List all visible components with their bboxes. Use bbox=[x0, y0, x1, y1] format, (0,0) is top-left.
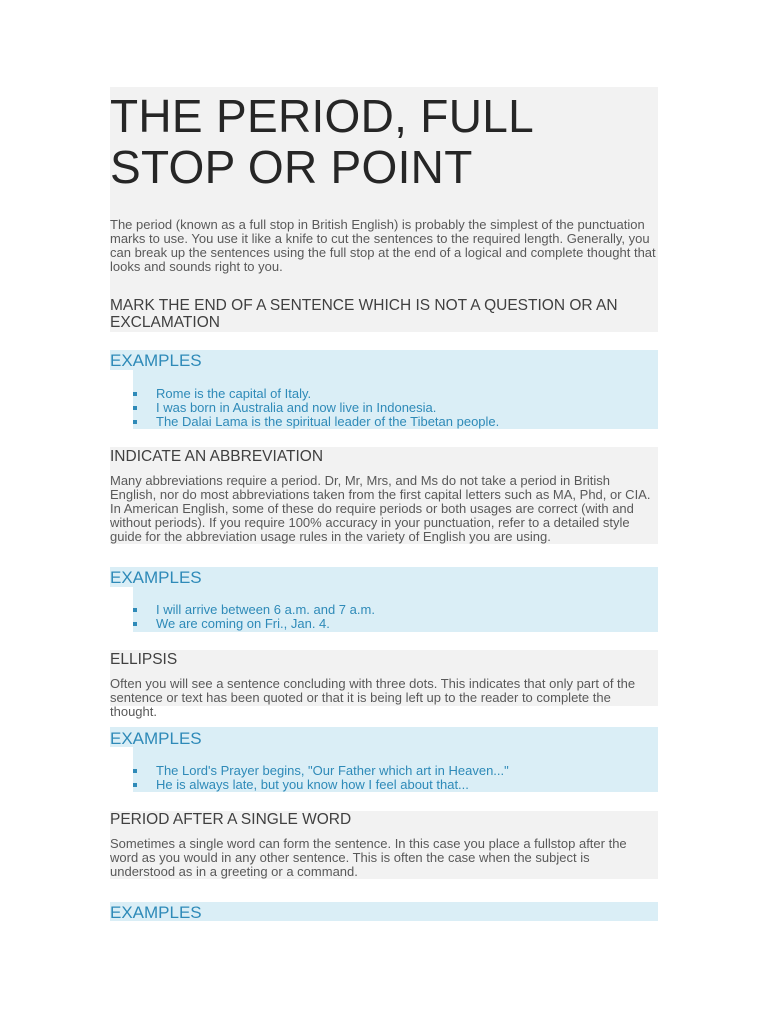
bullet-icon bbox=[133, 608, 137, 612]
examples-heading: EXAMPLES bbox=[110, 568, 202, 587]
section-heading-abbreviation: INDICATE AN ABBREVIATION bbox=[110, 448, 324, 465]
section-heading-end-of-sentence: MARK THE END OF A SENTENCE WHICH IS NOT A QUESTION OR AN EXCLAMATION bbox=[110, 297, 618, 331]
bullet-icon bbox=[133, 406, 137, 410]
examples-list bbox=[133, 603, 375, 631]
list-item: He is always late, but you know how I feel about that... bbox=[133, 778, 509, 792]
list-item: The Dalai Lama is the spiritual leader of the Tibetan people. bbox=[133, 415, 499, 429]
examples-heading: EXAMPLES bbox=[110, 729, 202, 748]
bullet-icon bbox=[133, 783, 137, 787]
section-body-single-word: Sometimes a single word can form the sentence. In this case you place a fullstop after the word as you would in any other sentence. This is often the case when the subject is understood as in a greeting or a command. bbox=[110, 836, 627, 879]
intro-paragraph: The period (known as a full stop in British English) is probably the simplest of the punctuation marks to use. You use it like a knife to cut the sentences to the required length. Generally, you can break up the sentences using the full stop at the end of a logical and complete thought that looks and sounds right to you. bbox=[110, 217, 656, 274]
bullet-icon bbox=[133, 420, 137, 424]
page-title: THE PERIOD, FULL STOP OR POINT bbox=[110, 90, 533, 193]
section-body-ellipsis: Often you will see a sentence concluding with three dots. This indicates that only part of the sentence or text has been quoted or that it is being left up to the reader to complete the thought. bbox=[110, 676, 636, 719]
section-heading-single-word: PERIOD AFTER A SINGLE WORD bbox=[110, 811, 352, 828]
examples-list bbox=[133, 387, 499, 429]
list-item: Rome is the capital of Italy. bbox=[133, 387, 499, 401]
list-item: We are coming on Fri., Jan. 4. bbox=[133, 617, 375, 631]
examples-heading: EXAMPLES bbox=[110, 351, 202, 370]
bullet-icon bbox=[133, 769, 137, 773]
bullet-icon bbox=[133, 622, 137, 626]
list-item: I will arrive between 6 a.m. and 7 a.m. bbox=[133, 603, 375, 617]
section-heading-ellipsis: ELLIPSIS bbox=[110, 651, 178, 668]
list-item: I was born in Australia and now live in Indonesia. bbox=[133, 401, 499, 415]
list-item: The Lord's Prayer begins, "Our Father which art in Heaven..." bbox=[133, 764, 509, 778]
bullet-icon bbox=[133, 392, 137, 396]
examples-list bbox=[133, 764, 509, 792]
examples-heading: EXAMPLES bbox=[110, 903, 202, 922]
section-body-abbreviation: Many abbreviations require a period. Dr, Mr, Mrs, and Ms do not take a period in British English, nor do most abbreviations taken from the first capital letters such as MA, Phd, or CIA. In American English, some of these do require periods or both usages are correct (with and without periods). If you require 100% accuracy in your punctuation, refer to a detailed style guide for the abbreviation usage rules in the variety of English you are using. bbox=[110, 473, 651, 544]
